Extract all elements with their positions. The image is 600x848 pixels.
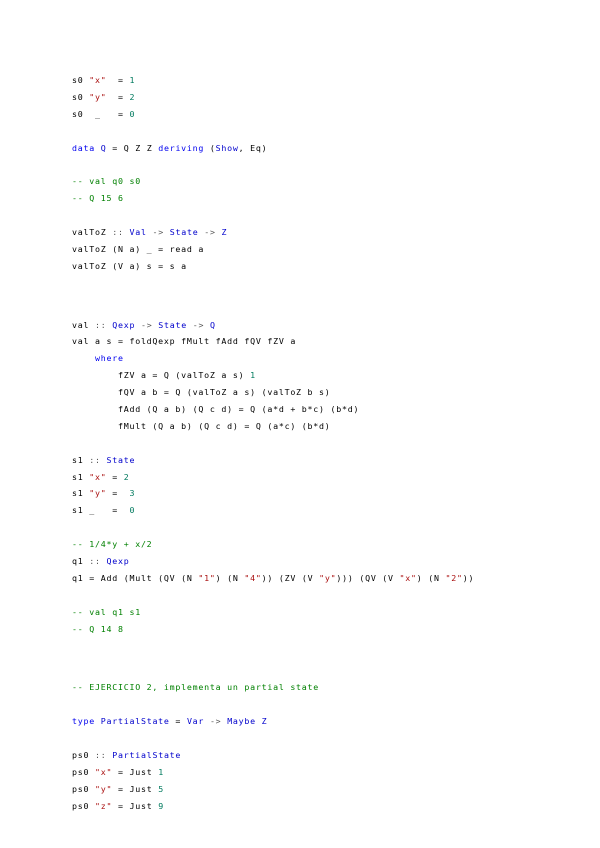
code-token: s1 _ = [72, 505, 130, 516]
spacer [72, 275, 582, 300]
code-token: ( [204, 142, 216, 153]
code-token: "4" [244, 572, 262, 583]
code-token: = Q Z Z [106, 142, 159, 153]
code-token: "x" [89, 471, 107, 482]
code-token: Qexp [112, 319, 136, 330]
code-line [72, 570, 582, 587]
code-token: ps0 [72, 783, 95, 794]
code-line [72, 452, 582, 469]
code-token: "y" [89, 488, 107, 499]
code-token: Maybe [227, 716, 256, 727]
code-token: ps0 [72, 766, 95, 777]
blank-line [72, 730, 582, 747]
code-token: "y" [89, 91, 107, 102]
code-token: :: [94, 319, 107, 330]
blank-line [72, 207, 582, 224]
code-token: 3 [129, 488, 136, 499]
code-token: deriving [158, 142, 205, 153]
code-token: Z [261, 716, 268, 727]
blank-line [72, 435, 582, 452]
code-token: s1 [72, 488, 90, 499]
code-token: ))) (QV (V [336, 572, 400, 583]
code-token: = [106, 91, 130, 102]
code-token: s0 [72, 91, 90, 102]
code-token: fZV a = Q (valToZ a s) [72, 370, 251, 381]
code-token: Q [100, 142, 107, 153]
code-token: -- 1/4*y + x/2 [72, 539, 153, 550]
blank-line [72, 156, 582, 173]
blank-line [72, 300, 582, 317]
code-token: "y" [94, 783, 113, 794]
code-token: "1" [198, 572, 216, 583]
code-token: :: [94, 749, 107, 760]
code-token: -> [192, 319, 205, 330]
code-token: Z [221, 227, 228, 238]
code-token: q1 = Add (Mult (QV (N [72, 572, 199, 583]
code-token: -- val q0 s0 [72, 176, 141, 187]
code-token: s1 [72, 471, 90, 482]
code-token: ps0 [72, 800, 95, 811]
code-token: 2 [129, 91, 136, 102]
code-token: :: [112, 227, 124, 238]
code-line [72, 747, 582, 764]
code-token: )) (ZV (V [261, 572, 320, 583]
code-token: = Just [112, 766, 159, 777]
code-token: "y" [319, 572, 337, 583]
code-token: type [72, 716, 95, 727]
code-line [72, 333, 582, 350]
code-line [72, 258, 582, 275]
code-token: ps0 [72, 749, 95, 760]
code-listing [72, 72, 582, 815]
code-token: 5 [158, 783, 164, 794]
code-token: State [158, 319, 187, 330]
code-token: State [169, 227, 199, 238]
code-line [72, 384, 582, 401]
code-token: -- Q 15 6 [72, 193, 124, 204]
code-token: -> [209, 716, 222, 727]
code-line [72, 469, 582, 486]
code-line [72, 224, 582, 241]
code-token: val a s = foldQexp fMult fAdd fQV fZV a [72, 336, 297, 347]
code-token: = [106, 488, 130, 499]
code-token: fQV a b = Q (valToZ a s) (valToZ b s) [72, 387, 331, 398]
code-token: s0 _ = [72, 108, 130, 119]
code-line [72, 485, 582, 502]
code-token: -- Q 14 8 [72, 623, 124, 634]
code-token: 2 [123, 471, 130, 482]
code-token: valToZ (N a) _ = read a [72, 243, 205, 254]
code-token: "2" [445, 572, 463, 583]
code-token: PartialState [100, 716, 170, 727]
code-token: 0 [129, 108, 136, 119]
code-token: Show [215, 142, 239, 153]
code-line [72, 401, 582, 418]
blank-line [72, 696, 582, 713]
code-line [72, 418, 582, 435]
code-token: Qexp [106, 556, 130, 567]
code-token: , Eq) [238, 142, 268, 153]
code-token: fMult (Q a b) (Q c d) = Q (a*c) (b*d) [72, 420, 331, 431]
code-token: ) (N [416, 572, 446, 583]
code-token: :: [89, 556, 101, 567]
code-token: "x" [89, 75, 107, 85]
code-token: Var [186, 716, 205, 727]
code-token [72, 353, 95, 363]
code-line [72, 140, 582, 157]
code-token: :: [89, 454, 101, 465]
code-token: = Just [112, 800, 159, 811]
code-line [72, 536, 582, 553]
code-token: 1 [250, 370, 256, 381]
code-token: Val [129, 227, 147, 238]
code-line [72, 621, 582, 638]
code-line [72, 679, 582, 696]
code-token: 0 [129, 505, 136, 516]
code-token: Q [209, 319, 216, 330]
code-line [72, 89, 582, 106]
code-token: s0 [72, 75, 90, 85]
code-line [72, 502, 582, 519]
blank-line [72, 123, 582, 140]
code-line [72, 604, 582, 621]
code-token: fAdd (Q a b) (Q c d) = Q (a*d + b*c) (b*d) [72, 404, 360, 415]
code-token: )) [462, 572, 475, 583]
code-token: -> [140, 319, 153, 330]
code-line [72, 798, 582, 815]
code-token: 1 [158, 766, 164, 777]
code-token: where [94, 353, 124, 364]
code-token: "z" [94, 800, 113, 811]
code-line [72, 781, 582, 798]
blank-line [72, 587, 582, 604]
code-token: = [169, 716, 187, 727]
code-token: "x" [399, 572, 417, 583]
code-token: -- EJERCICIO 2, implementa un partial state [72, 682, 320, 693]
spacer [72, 638, 582, 663]
code-line [72, 350, 582, 367]
code-token: s1 [72, 454, 90, 465]
code-line [72, 713, 582, 730]
code-token: -- val q1 s1 [72, 606, 141, 617]
blank-line [72, 519, 582, 536]
blank-line [72, 663, 582, 680]
code-token: q1 [72, 556, 90, 567]
code-token: 9 [158, 800, 164, 811]
code-token: State [106, 454, 136, 465]
code-line [72, 317, 582, 334]
code-line [72, 106, 582, 123]
code-token: = [106, 75, 130, 85]
code-token: valToZ [72, 227, 113, 238]
code-token: ) (N [215, 572, 245, 583]
code-token: valToZ (V a) s = s a [72, 260, 187, 271]
code-line [72, 241, 582, 258]
code-token: -> [152, 227, 164, 238]
code-line [72, 553, 582, 570]
code-token: PartialState [112, 749, 182, 760]
code-line [72, 72, 582, 89]
code-token: = [106, 471, 124, 482]
code-token: = Just [112, 783, 159, 794]
code-token: "x" [94, 766, 113, 777]
code-line [72, 764, 582, 781]
code-token: val [72, 319, 95, 330]
code-token: data [72, 142, 95, 153]
code-line [72, 367, 582, 384]
code-token: 1 [129, 75, 136, 85]
code-line [72, 173, 582, 190]
code-line [72, 190, 582, 207]
code-token: -> [204, 227, 216, 238]
